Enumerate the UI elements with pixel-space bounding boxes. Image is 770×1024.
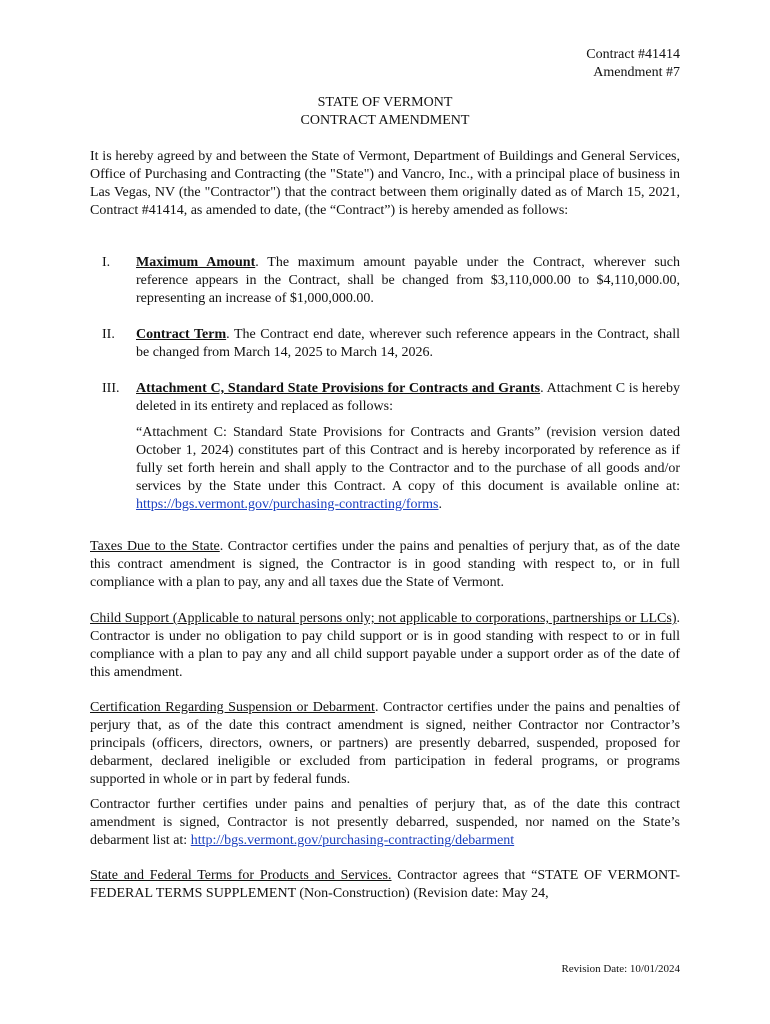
item-number: II. [102,327,115,342]
debarment-paragraph [90,796,680,850]
forms-link[interactable]: https://bgs.vermont.gov/purchasing-contracting/forms [136,497,439,512]
child-support-text: . Contractor is under no obligation to pay child support or is in good standing with respect to or in full compliance with a plan to pay any and all child support payable under a support order as of the date of this amendment. [90,611,680,680]
title-line-2: CONTRACT AMENDMENT [300,113,470,128]
state-federal-paragraph [90,867,680,903]
intro-paragraph: It is hereby agreed by and between the State of Vermont, Department of Buildings and General Services, Office of Purchasing and Contracting (the "State") and Vancro, Inc., with a principal place of business in Las Vegas, NV (the "Contractor") that the contract between them originally dated as of March 15, 2021, Contract #41414, as amended to date, (the “Contract”) is hereby amended as follows: [90,149,680,218]
child-support-heading: Child Support (Applicable to natural persons only; not applicable to corporations, partnerships or LLCs) [90,611,677,626]
attachment-quote [136,424,680,514]
certification-heading: Certification Regarding Suspension or Debarment [90,700,375,715]
certification-text: . Contractor certifies under the pains and penalties of perjury that, as of the date this contract amendment is signed, neither Contractor nor Contractor’s principals (officers, directors, owners, or partners) are presently debarred, suspended, proposed for debarment, declared ineligible or excluded from participation in federal programs, or programs supported in whole or in part by federal funds. [90,700,680,787]
item-text: . The maximum amount payable under the Contract, wherever such reference appears in the Contract, shall be changed from $3,110,000.00 to $4,110,000.00, representing an increase of $1,000,000.00. [136,255,680,306]
taxes-heading: Taxes Due to the State [90,539,220,554]
title-line-1: STATE OF VERMONT [317,95,453,110]
item-heading: Maximum Amount [136,255,256,270]
revision-date: Revision Date: 10/01/2024 [561,963,680,975]
quote-text: “Attachment C: Standard State Provisions for Contracts and Grants” (revision version dated October 1, 2024) constitutes part of this Contract and is hereby incorporated by reference as if fully set forth herein and shall apply to the Contractor and to the purchase of all goods and/or services by the State under this Contract. A copy of this document is available online at: [136,425,680,494]
quote-tail: . [438,497,443,512]
item-attachment-c [90,380,680,514]
taxes-text: . Contractor certifies under the pains and penalties of perjury that, as of the date this contract amendment is signed, the Contractor is in good standing with respect to, or in full compliance with a plan to pay, any and all taxes due the State of Vermont. [90,539,680,590]
state-federal-heading: State and Federal Terms for Products and Services. [90,868,392,883]
amendment-number: Amendment #7 [593,65,680,80]
child-support-paragraph [90,610,680,682]
contract-header [586,46,680,82]
item-heading: Contract Term [136,327,227,342]
item-text: . The Contract end date, wherever such reference appears in the Contract, shall be changed from March 14, 2025 to March 14, 2026. [136,327,680,360]
debarment-text: Contractor further certifies under pains and penalties of perjury that, as of the date this contract amendment is signed, Contractor is not presently debarred, suspended, nor named on the State’s debarment list at: [90,797,680,848]
item-number: I. [102,255,111,270]
item-number: III. [102,381,120,396]
debarment-link[interactable]: http://bgs.vermont.gov/purchasing-contracting/debarment [190,833,515,848]
item-contract-term [90,326,680,362]
document-title [0,94,770,130]
taxes-paragraph [90,538,680,592]
item-heading: Attachment C, Standard State Provisions for Contracts and Grants [136,381,541,396]
item-maximum-amount [90,254,680,308]
state-federal-text: Contractor agrees that “STATE OF VERMONT- FEDERAL TERMS SUPPLEMENT (Non-Construction) (Revision date: May 24, [90,868,680,901]
contract-number: Contract #41414 [586,47,680,62]
item-text: . Attachment C is hereby deleted in its entirety and replaced as follows: [136,381,680,414]
certification-paragraph [90,699,680,789]
